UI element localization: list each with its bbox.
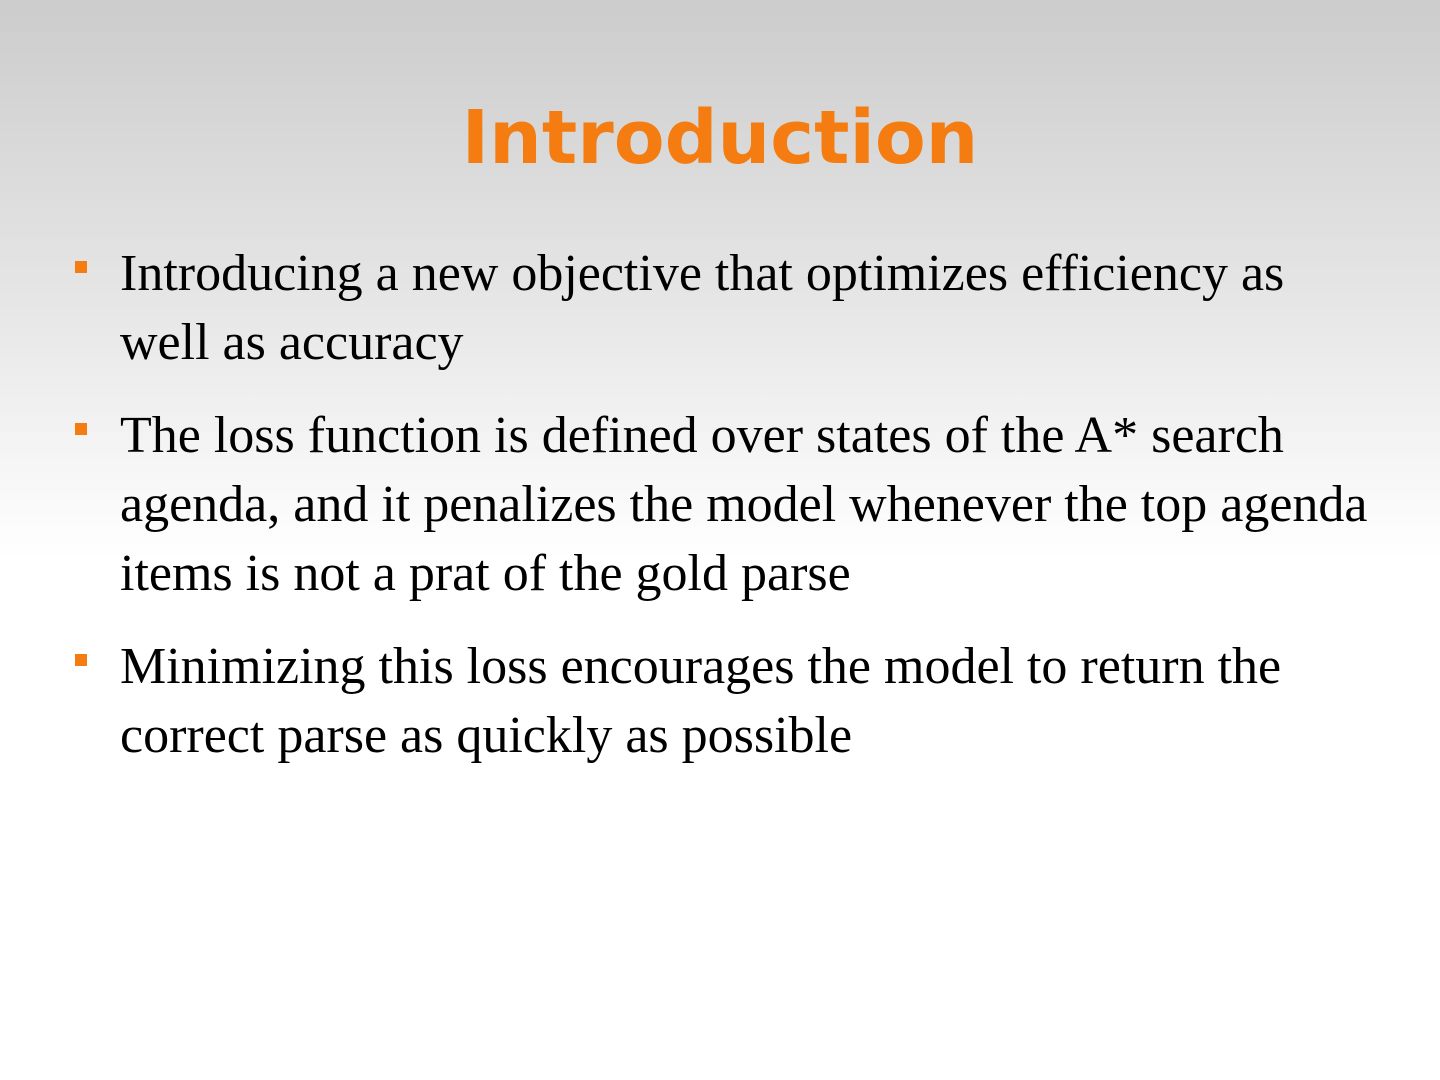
bullet-item xyxy=(0,632,1440,770)
bullet-item xyxy=(0,239,1440,377)
square-bullet-icon xyxy=(75,654,87,666)
bullet-list xyxy=(0,239,1440,794)
square-bullet-icon xyxy=(75,261,87,273)
bullet-text: The loss function is defined over states of the A* search agenda, and it penalizes the model whenever the top agenda items is not a prat of the gold parse xyxy=(120,407,1368,602)
bullet-text: Introducing a new objective that optimizes efficiency as well as accuracy xyxy=(120,245,1285,371)
bullet-text: Minimizing this loss encourages the model to return the correct parse as quickly as possible xyxy=(120,638,1282,764)
square-bullet-icon xyxy=(75,423,87,435)
bullet-item xyxy=(0,401,1440,608)
slide-title: Introduction xyxy=(461,95,979,181)
